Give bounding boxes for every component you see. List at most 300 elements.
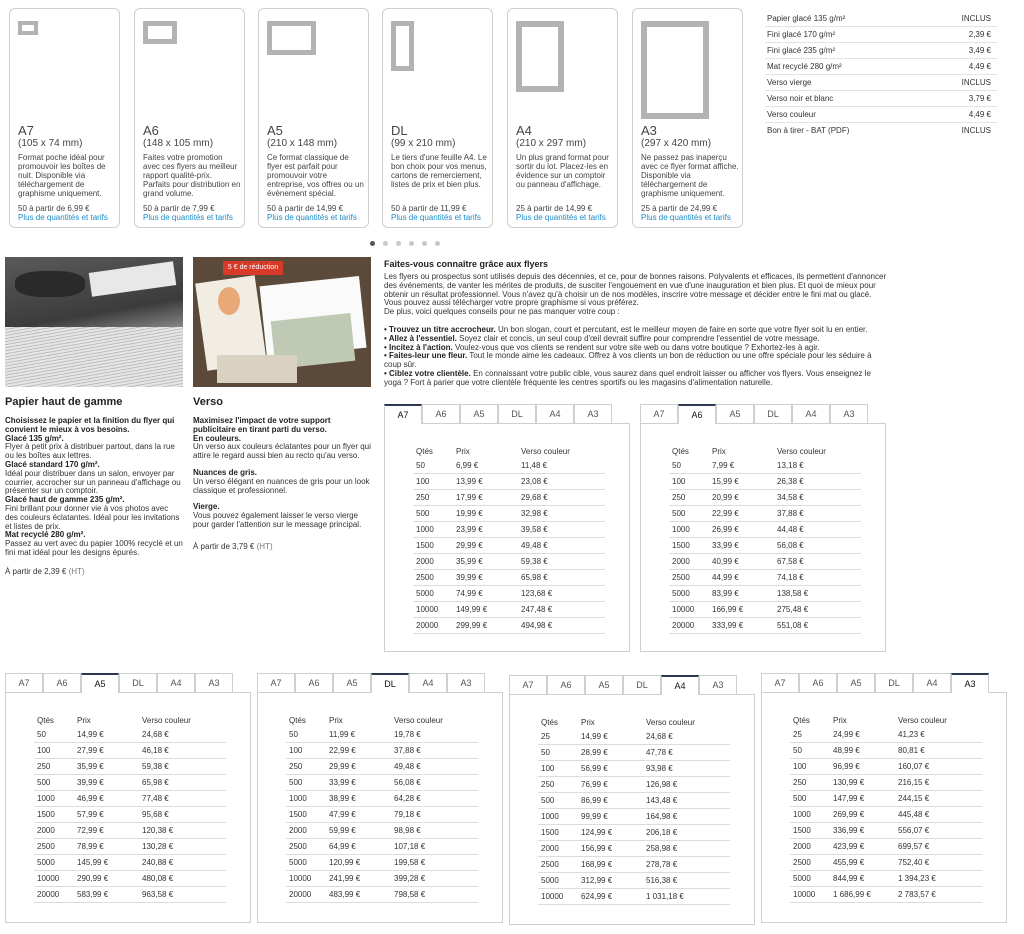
cell-qty: 25: [541, 732, 550, 741]
header-verso: Verso couleur: [898, 716, 947, 725]
carousel-dot[interactable]: [370, 241, 375, 246]
cell-qty: 10000: [541, 892, 564, 901]
tip-text: Tout le monde aime les cadeaux. Offrez à vos clients un bon de réduction ou une offre spéciale pour les séduire à coup sûr.: [384, 351, 872, 370]
card-format-desc: Faites votre promotion avec ces flyers au meilleur rapport qualité-prix. Parfaits pour distribution en grand volume.: [143, 153, 241, 198]
tab-a5[interactable]: A5: [585, 675, 623, 694]
tab-a6[interactable]: A6: [547, 675, 585, 694]
table-row: [413, 554, 605, 570]
card-format-size: (210 x 148 mm): [267, 138, 338, 149]
option-label: Verso vierge: [767, 78, 812, 87]
option-label: Fini glacé 235 g/m²: [767, 46, 836, 55]
cell-qty: 2000: [289, 826, 307, 835]
header-price: Prix: [581, 718, 595, 727]
table-row: [413, 570, 605, 586]
tab-dl[interactable]: DL: [875, 673, 913, 692]
cell-verso: 123,68 €: [521, 589, 553, 598]
card-format-name: A7: [18, 123, 34, 138]
cell-verso: 143,48 €: [646, 796, 678, 805]
table-row: [286, 807, 478, 823]
verso-ht: (HT): [256, 541, 273, 551]
cell-price: 28,99 €: [581, 748, 608, 757]
table-row: [34, 775, 226, 791]
cell-qty: 50: [672, 461, 681, 470]
cell-verso: 1 031,18 €: [646, 892, 684, 901]
card-format-price: 50 à partir de 11,99 €: [391, 204, 467, 213]
cell-verso: 34,58 €: [777, 493, 804, 502]
table-row: [669, 474, 861, 490]
cell-qty: 2500: [672, 573, 690, 582]
cell-qty: 2000: [541, 844, 559, 853]
tab-a5[interactable]: A5: [333, 673, 371, 692]
cell-qty: 10000: [793, 890, 816, 899]
cell-qty: 250: [289, 762, 303, 771]
cell-price: 38,99 €: [329, 794, 356, 803]
tip-text: Soyez clair et concis, un seul coup d'œil devrait suffire pour comprendre l'essentiel de votre message.: [459, 333, 820, 343]
cell-verso: 399,28 €: [394, 874, 426, 883]
a5-format-icon: [267, 21, 316, 55]
verso-grey-desc: Un verso élégant en nuances de gris pour un look classique et professionnel.: [193, 476, 370, 495]
cell-verso: 56,08 €: [777, 541, 804, 550]
header-qty: Qtés: [416, 447, 433, 456]
card-format-price: 25 à partir de 14,99 €: [516, 204, 593, 213]
option-value: 4,49 €: [968, 110, 991, 119]
cell-price: 35,99 €: [77, 762, 104, 771]
cell-qty: 250: [37, 762, 51, 771]
card-format-size: (105 x 74 mm): [18, 138, 83, 149]
table-row: [413, 538, 605, 554]
cell-qty: 10000: [672, 605, 695, 614]
cell-qty: 1000: [672, 525, 690, 534]
cell-price: 19,99 €: [456, 509, 483, 518]
tab-a4[interactable]: A4: [661, 675, 699, 695]
tab-a6[interactable]: A6: [43, 673, 81, 692]
cell-verso: 37,88 €: [394, 746, 421, 755]
paper-glace-170: Glacé standard 170 g/m².: [5, 459, 100, 469]
cell-qty: 250: [672, 493, 686, 502]
tab-a3[interactable]: A3: [574, 404, 612, 423]
cell-price: 290,99 €: [77, 874, 109, 883]
tip-title: • Trouvez un titre accrocheur.: [384, 324, 496, 334]
card-format-size: (210 x 297 mm): [516, 138, 587, 149]
cell-qty: 50: [541, 748, 550, 757]
cell-verso: 11,48 €: [521, 461, 548, 470]
carousel-dot[interactable]: [396, 241, 401, 246]
table-row: [286, 727, 478, 743]
cell-price: 46,99 €: [77, 794, 104, 803]
header-qty: Qtés: [672, 447, 689, 456]
table-row: [538, 809, 730, 825]
tab-a7[interactable]: A7: [640, 404, 678, 423]
cell-verso: 699,57 €: [898, 842, 930, 851]
cell-price: 166,99 €: [712, 605, 744, 614]
cell-verso: 206,18 €: [646, 828, 678, 837]
table-row: [413, 458, 605, 474]
table-row: [669, 538, 861, 554]
cell-price: 624,99 €: [581, 892, 613, 901]
cell-qty: 2000: [416, 557, 434, 566]
cell-qty: 500: [289, 778, 303, 787]
cell-price: 455,99 €: [833, 858, 865, 867]
cell-verso: 47,78 €: [646, 748, 673, 757]
card-a7[interactable]: [9, 8, 120, 228]
card-more-link[interactable]: Plus de quantités et tarifs: [18, 213, 108, 222]
tab-a6[interactable]: A6: [799, 673, 837, 692]
paper-glace-135: Glacé 135 g/m².: [5, 433, 64, 443]
cell-price: 74,99 €: [456, 589, 483, 598]
cell-price: 312,99 €: [581, 876, 613, 885]
tip-title: • Faites-leur une fleur.: [384, 351, 468, 361]
table-row: [790, 727, 982, 743]
cell-qty: 100: [672, 477, 686, 486]
card-format-price: 50 à partir de 6,99 €: [18, 204, 90, 213]
verso-flyers-image: [193, 257, 371, 387]
cell-qty: 5000: [793, 874, 811, 883]
table-row: [34, 807, 226, 823]
cell-price: 23,99 €: [456, 525, 483, 534]
cell-price: 156,99 €: [581, 844, 613, 853]
cell-qty: 10000: [37, 874, 60, 883]
cell-price: 423,99 €: [833, 842, 865, 851]
tab-a3[interactable]: A3: [699, 675, 737, 694]
cell-price: 130,99 €: [833, 778, 865, 787]
tab-a5[interactable]: A5: [716, 404, 754, 423]
card-dl[interactable]: [382, 8, 493, 228]
cell-qty: 1500: [416, 541, 434, 550]
table-row: [790, 791, 982, 807]
card-format-name: A6: [143, 123, 159, 138]
tab-a6[interactable]: A6: [295, 673, 333, 692]
cell-price: 269,99 €: [833, 810, 865, 819]
verso-intro: Maximisez l'impact de votre support publicitaire en tirant parti du verso.: [193, 416, 331, 434]
tab-a5[interactable]: A5: [460, 404, 498, 423]
tip-title: • Ciblez votre clientèle.: [384, 368, 471, 378]
cell-qty: 500: [672, 509, 686, 518]
flyers-article: [384, 259, 889, 388]
tab-dl[interactable]: DL: [498, 404, 536, 423]
verso-color-desc: Un verso aux couleurs éclatantes pour un flyer qui attire le regard aussi bien au recto qu'au verso.: [193, 442, 371, 461]
cell-price: 76,99 €: [581, 780, 608, 789]
cell-price: 149,99 €: [456, 605, 488, 614]
table-row: [790, 807, 982, 823]
table-row: [669, 618, 861, 634]
cell-verso: 107,18 €: [394, 842, 426, 851]
tab-a3[interactable]: A3: [830, 404, 868, 423]
table-row: [286, 839, 478, 855]
table-row: [790, 871, 982, 887]
option-value: INCLUS: [961, 126, 991, 135]
price-panel: [761, 692, 1007, 923]
table-row: [790, 887, 982, 903]
card-more-link[interactable]: Plus de quantités et tarifs: [267, 213, 357, 222]
table-row: [286, 791, 478, 807]
cell-verso: 67,58 €: [777, 557, 804, 566]
card-more-link[interactable]: Plus de quantités et tarifs: [391, 213, 481, 222]
paper-glace-135-desc: Flyer à petit prix à distribuer partout, dans la rue ou les boîtes aux lettres.: [5, 442, 175, 461]
card-more-link[interactable]: Plus de quantités et tarifs: [641, 213, 731, 222]
carousel-dot[interactable]: [422, 241, 427, 246]
option-row: [765, 75, 997, 91]
table-row: [34, 855, 226, 871]
a3-format-icon: [641, 21, 709, 119]
table-row: [790, 823, 982, 839]
option-row: [765, 27, 997, 43]
table-row: [538, 857, 730, 873]
cell-qty: 5000: [672, 589, 690, 598]
cell-qty: 1500: [541, 828, 559, 837]
cell-verso: 44,48 €: [777, 525, 804, 534]
card-more-link[interactable]: Plus de quantités et tarifs: [143, 213, 233, 222]
option-value: 2,39 €: [968, 30, 991, 39]
price-panel: [257, 692, 503, 923]
card-format-desc: Ce format classique de flyer est parfait pour promouvoir votre entreprise, vos offres ou un évènement spécial.: [267, 153, 364, 198]
cell-price: 168,99 €: [581, 860, 613, 869]
tab-a3[interactable]: A3: [951, 673, 989, 693]
tab-a4[interactable]: A4: [913, 673, 951, 692]
cell-qty: 5000: [416, 589, 434, 598]
table-row: [286, 887, 478, 903]
cell-price: 24,99 €: [833, 730, 860, 739]
cell-price: 22,99 €: [329, 746, 356, 755]
card-format-size: (297 x 420 mm): [641, 138, 712, 149]
tab-a3[interactable]: A3: [447, 673, 485, 692]
table-row: [669, 602, 861, 618]
card-format-desc: Le tiers d'une feuille A4. Le bon choix pour vos menus, cartons de remerciement, listes de prix et bien plus.: [391, 153, 487, 189]
table-row: [286, 775, 478, 791]
cell-price: 29,99 €: [456, 541, 483, 550]
flyer-bottom-shape: [217, 355, 297, 383]
carousel-dot[interactable]: [409, 241, 414, 246]
table-row: [413, 474, 605, 490]
paper-glace-235-desc: Fini brillant pour donner vie à vos photos avec des couleurs éclatantes. Idéal pour les invitations et listes de prix.: [5, 503, 180, 531]
card-more-link[interactable]: Plus de quantités et tarifs: [516, 213, 606, 222]
cell-qty: 2500: [541, 860, 559, 869]
verso-blank: Vierge.: [193, 502, 220, 512]
article-title: Faites-vous connaître grâce aux flyers: [384, 259, 549, 269]
tab-dl[interactable]: DL: [623, 675, 661, 694]
tip-text: En connaissant votre public cible, vous saurez dans quel endroit laisser ou afficher vos flyers. Vous enseignez le yoga ? Fort à parier que votre clientèle fréquente les centres sportifs ou les magasins d'alimentation naturelle.: [384, 368, 871, 387]
card-a6[interactable]: [134, 8, 245, 228]
cell-verso: 46,18 €: [142, 746, 169, 755]
cell-qty: 500: [37, 778, 51, 787]
cell-price: 13,99 €: [456, 477, 483, 486]
tab-a7[interactable]: A7: [761, 673, 799, 692]
cell-qty: 1500: [672, 541, 690, 550]
cell-qty: 20000: [416, 621, 439, 630]
card-format-name: A5: [267, 123, 283, 138]
option-label: Papier glacé 135 g/m²: [767, 14, 846, 23]
cell-qty: 500: [793, 794, 807, 803]
cell-price: 483,99 €: [329, 890, 361, 899]
tab-a7[interactable]: A7: [509, 675, 547, 694]
cell-qty: 100: [37, 746, 51, 755]
cell-qty: 2500: [37, 842, 55, 851]
cell-verso: 59,38 €: [142, 762, 169, 771]
photo-face-shape: [15, 271, 85, 297]
tab-a5[interactable]: A5: [81, 673, 119, 693]
tab-dl[interactable]: DL: [754, 404, 792, 423]
cell-qty: 20000: [37, 890, 60, 899]
cell-price: 78,99 €: [77, 842, 104, 851]
table-row: [538, 761, 730, 777]
cell-price: 14,99 €: [581, 732, 608, 741]
tab-a4[interactable]: A4: [536, 404, 574, 423]
tab-a6[interactable]: A6: [678, 404, 716, 424]
cell-verso: 120,38 €: [142, 826, 174, 835]
cell-verso: 49,48 €: [394, 762, 421, 771]
tab-a7[interactable]: A7: [384, 404, 422, 424]
card-a4[interactable]: [507, 8, 618, 228]
table-row: [538, 745, 730, 761]
table-row: [669, 522, 861, 538]
cell-price: 29,99 €: [329, 762, 356, 771]
verso-title: Verso: [193, 396, 223, 408]
cell-qty: 1500: [37, 810, 55, 819]
carousel-dot[interactable]: [435, 241, 440, 246]
table-row: [34, 791, 226, 807]
tip-title: • Incitez à l'action.: [384, 342, 453, 352]
cell-verso: 13,18 €: [777, 461, 804, 470]
table-row: [286, 823, 478, 839]
option-value: 3,49 €: [968, 46, 991, 55]
cell-verso: 752,40 €: [898, 858, 930, 867]
cell-price: 35,99 €: [456, 557, 483, 566]
card-a5[interactable]: [258, 8, 369, 228]
cell-verso: 74,18 €: [777, 573, 804, 582]
tip-text: Voulez-vous que vos clients se rendent sur votre site web ou dans votre boutique ? Exhortez-les à agir.: [454, 342, 820, 352]
tab-a3[interactable]: A3: [195, 673, 233, 692]
cell-verso: 77,48 €: [142, 794, 169, 803]
cell-verso: 29,68 €: [521, 493, 548, 502]
table-row: [790, 759, 982, 775]
option-row: [765, 91, 997, 107]
tab-a7[interactable]: A7: [5, 673, 43, 692]
option-label: Verso noir et blanc: [767, 94, 834, 103]
cell-price: 86,99 €: [581, 796, 608, 805]
tip-title: • Allez à l'essentiel.: [384, 333, 457, 343]
paper-mat-280-desc: Passez au vert avec du papier 100% recyclé et un fini mat idéal pour les designs épurés.: [5, 539, 183, 557]
cell-verso: 32,98 €: [521, 509, 548, 518]
cell-verso: 95,68 €: [142, 810, 169, 819]
header-price: Prix: [712, 447, 726, 456]
cell-qty: 100: [289, 746, 303, 755]
verso-blank-desc: Vous pouvez également laisser le verso vierge pour garder l'attention sur le message principal.: [193, 511, 362, 529]
table-row: [669, 490, 861, 506]
paper-intro: Choisissez le papier et la finition du flyer qui convient le mieux à vos besoins.: [5, 416, 175, 434]
header-verso: Verso couleur: [142, 716, 191, 725]
carousel-dot[interactable]: [383, 241, 388, 246]
cell-qty: 50: [793, 746, 802, 755]
verso-grey: Nuances de gris.: [193, 467, 258, 477]
header-qty: Qtés: [289, 716, 306, 725]
tab-a4[interactable]: A4: [157, 673, 195, 692]
cell-price: 333,99 €: [712, 621, 744, 630]
header-price: Prix: [456, 447, 470, 456]
cell-qty: 2500: [793, 858, 811, 867]
cell-price: 22,99 €: [712, 509, 739, 518]
header-qty: Qtés: [37, 716, 54, 725]
table-row: [538, 841, 730, 857]
a7-format-icon: [18, 21, 38, 35]
header-price: Prix: [329, 716, 343, 725]
table-row: [538, 793, 730, 809]
tab-a7[interactable]: A7: [257, 673, 295, 692]
cell-verso: 2 783,57 €: [898, 890, 936, 899]
cell-verso: 19,78 €: [394, 730, 421, 739]
table-row: [34, 743, 226, 759]
cell-qty: 2500: [289, 842, 307, 851]
paper-glace-170-desc: Idéal pour distribuer dans un salon, envoyer par courrier, accrocher sur un panneau d'affichage ou présenter sur un comptoir.: [5, 468, 181, 496]
paper-ht: (HT): [68, 566, 85, 576]
cell-verso: 480,08 €: [142, 874, 174, 883]
table-row: [538, 873, 730, 889]
cell-qty: 2500: [416, 573, 434, 582]
cell-price: 27,99 €: [77, 746, 104, 755]
tab-a6[interactable]: A6: [422, 404, 460, 423]
header-verso: Verso couleur: [394, 716, 443, 725]
option-label: Verso couleur: [767, 110, 816, 119]
cell-verso: 216,15 €: [898, 778, 930, 787]
cell-qty: 100: [416, 477, 430, 486]
cell-verso: 98,98 €: [394, 826, 421, 835]
cell-qty: 100: [793, 762, 807, 771]
tab-a4[interactable]: A4: [409, 673, 447, 692]
cell-verso: 64,28 €: [394, 794, 421, 803]
table-row: [669, 586, 861, 602]
cell-price: 336,99 €: [833, 826, 865, 835]
price-panel: [384, 423, 630, 652]
tab-a5[interactable]: A5: [837, 673, 875, 692]
cell-qty: 1000: [541, 812, 559, 821]
cell-qty: 2000: [672, 557, 690, 566]
tab-dl[interactable]: DL: [371, 673, 409, 693]
cell-verso: 160,07 €: [898, 762, 930, 771]
cell-price: 56,99 €: [581, 764, 608, 773]
cell-verso: 258,98 €: [646, 844, 678, 853]
tip-text: Un bon slogan, court et percutant, est le meilleur moyen de faire en sorte que votre flyer soit lu en entier.: [497, 324, 868, 334]
cell-verso: 79,18 €: [394, 810, 421, 819]
cell-price: 1 686,99 €: [833, 890, 871, 899]
table-row: [286, 743, 478, 759]
cell-qty: 5000: [37, 858, 55, 867]
cell-qty: 10000: [289, 874, 312, 883]
tab-dl[interactable]: DL: [119, 673, 157, 692]
table-row: [790, 775, 982, 791]
tab-a4[interactable]: A4: [792, 404, 830, 423]
table-row: [790, 743, 982, 759]
cell-price: 844,99 €: [833, 874, 865, 883]
cell-verso: 80,81 €: [898, 746, 925, 755]
option-row: [765, 107, 997, 123]
table-row: [669, 554, 861, 570]
carousel-dots: [370, 239, 448, 248]
cell-verso: 199,58 €: [394, 858, 426, 867]
verso-from-price: À partir de 3,79 €: [193, 541, 255, 551]
cell-price: 48,99 €: [833, 746, 860, 755]
card-format-price: 50 à partir de 14,99 €: [267, 204, 344, 213]
cell-price: 17,99 €: [456, 493, 483, 502]
cell-verso: 494,98 €: [521, 621, 553, 630]
cell-qty: 100: [541, 764, 555, 773]
card-a3[interactable]: [632, 8, 743, 228]
option-label: Fini glacé 170 g/m²: [767, 30, 836, 39]
card-format-name: DL: [391, 123, 408, 138]
flyer-top-shape: [89, 261, 177, 297]
cell-qty: 5000: [289, 858, 307, 867]
cell-price: 241,99 €: [329, 874, 361, 883]
cell-qty: 20000: [672, 621, 695, 630]
table-row: [538, 777, 730, 793]
cell-price: 145,99 €: [77, 858, 109, 867]
